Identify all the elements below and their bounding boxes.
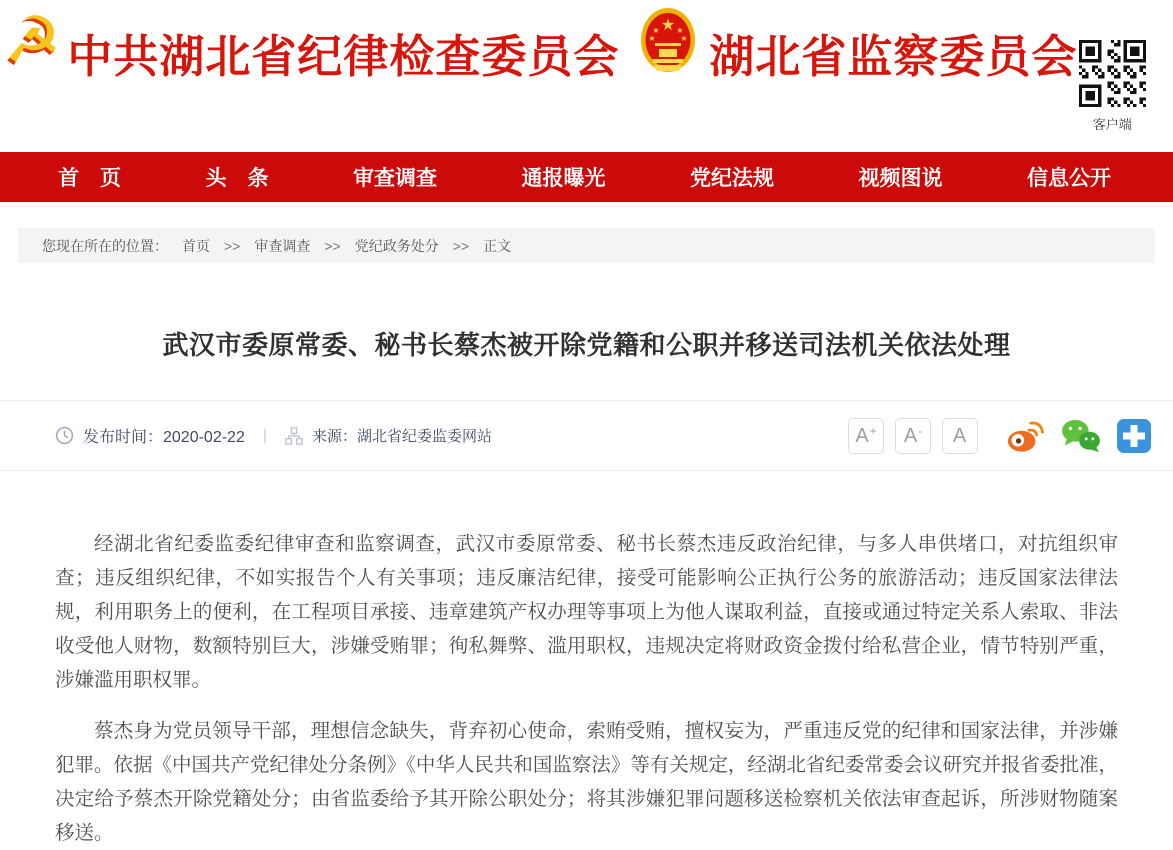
breadcrumb-home[interactable]: 首页 (182, 237, 210, 254)
svg-text:★: ★ (652, 26, 660, 35)
article-title: 武汉市委原常委、秘书长蔡杰被开除党籍和公职并移送司法机关依法处理 (162, 330, 1011, 360)
breadcrumb-review-investigation[interactable]: 审查调查 (254, 237, 311, 254)
clock-icon (55, 426, 74, 445)
share-group (1005, 417, 1159, 455)
article-body (0, 471, 1173, 850)
nav-item-headlines[interactable]: 头 条 (205, 167, 269, 190)
font-increase-button[interactable]: A + (848, 418, 884, 454)
font-decrease-button[interactable]: A - (895, 418, 931, 454)
svg-text:★: ★ (680, 34, 688, 43)
qr-block (1077, 40, 1147, 133)
breadcrumb-separator: >> (324, 237, 341, 254)
nav-item-review-investigation[interactable]: 审查调查 (353, 167, 437, 190)
svg-text:★: ★ (676, 26, 684, 35)
wechat-icon[interactable] (1060, 418, 1102, 454)
share-plus-icon[interactable] (1117, 419, 1151, 453)
nav-item-video-pictures[interactable]: 视频图说 (858, 167, 943, 190)
nav-item-exposure[interactable]: 通报曝光 (521, 167, 606, 190)
article-paragraph: 经湖北省纪委监委纪律审查和监察调查，武汉市委原常委、秘书长蔡杰违反政治纪律，与多人串供堵口，对抗组织审查；违反组织纪律，不如实报告个人有关事项；违反廉洁纪律，接受可能影响公正执行公务的旅游活动；违反国家法律法规，利用职务上的便利，在工程项目承接、违章建筑产权办理等事项上为他人谋取利益，直接或通过特定关系人索取、非法收受他人财物，数额特别巨大，涉嫌受贿罪；徇私舞弊、滥用职权，违规决定将财政资金拨付给私营企业，情节特别严重，涉嫌滥用职权罪。 (55, 533, 1118, 691)
article-meta-right (848, 417, 1159, 455)
site-title-discipline-commission: 中共湖北省纪律检查委员会 (67, 31, 620, 82)
nav-item-home[interactable]: 首 页 (58, 167, 121, 190)
meta-divider: | (262, 426, 268, 444)
breadcrumb-discipline-sanctions[interactable]: 党纪政务处分 (354, 237, 439, 254)
site-title-supervisory-commission: 湖北省监察委员会 (709, 31, 1078, 82)
article-meta-row (0, 401, 1173, 471)
breadcrumb-current: 正文 (483, 237, 512, 254)
source-sitemap-icon (285, 427, 303, 445)
article (0, 325, 1173, 850)
svg-text:★: ★ (648, 34, 656, 43)
breadcrumb-separator: >> (224, 237, 241, 254)
article-paragraph: 蔡杰身为党员领导干部，理想信念缺失，背弃初心使命，索贿受贿，擅权妄为，严重违反党的纪律和国家法律，并涉嫌犯罪。依据《中国共产党纪律处分条例》《中华人民共和国监察法》等有关规定，经湖北省纪委常委会议研究并报省委批准，决定给予蔡杰开除党籍处分；由省监委给予其开除公职处分；将其涉嫌犯罪问题移送检察机关依法审查起诉，所涉财物随案移送。 (55, 720, 1118, 844)
national-emblem-icon (639, 6, 697, 83)
main-nav (0, 152, 1173, 202)
article-meta-left (55, 424, 492, 447)
qr-code-image (1079, 40, 1146, 107)
breadcrumb-prefix: 您现在所在的位置： (42, 237, 168, 254)
nav-item-party-regulations[interactable]: 党纪法规 (690, 167, 774, 190)
font-reset-button[interactable]: A (942, 418, 978, 454)
site-header (0, 0, 1173, 152)
qr-code-label: 客户端 (1092, 117, 1132, 132)
publish-time: 发布时间：2020-02-22 (83, 429, 245, 446)
nav-item-information-disclosure[interactable]: 信息公开 (1027, 167, 1111, 190)
svg-text:★: ★ (661, 17, 676, 34)
breadcrumb-separator: >> (452, 237, 470, 254)
breadcrumb (18, 228, 1155, 263)
weibo-icon[interactable] (1005, 417, 1045, 455)
party-emblem-icon: ☭ (4, 4, 62, 76)
article-source: 来源：湖北省纪委监委网站 (312, 428, 493, 445)
